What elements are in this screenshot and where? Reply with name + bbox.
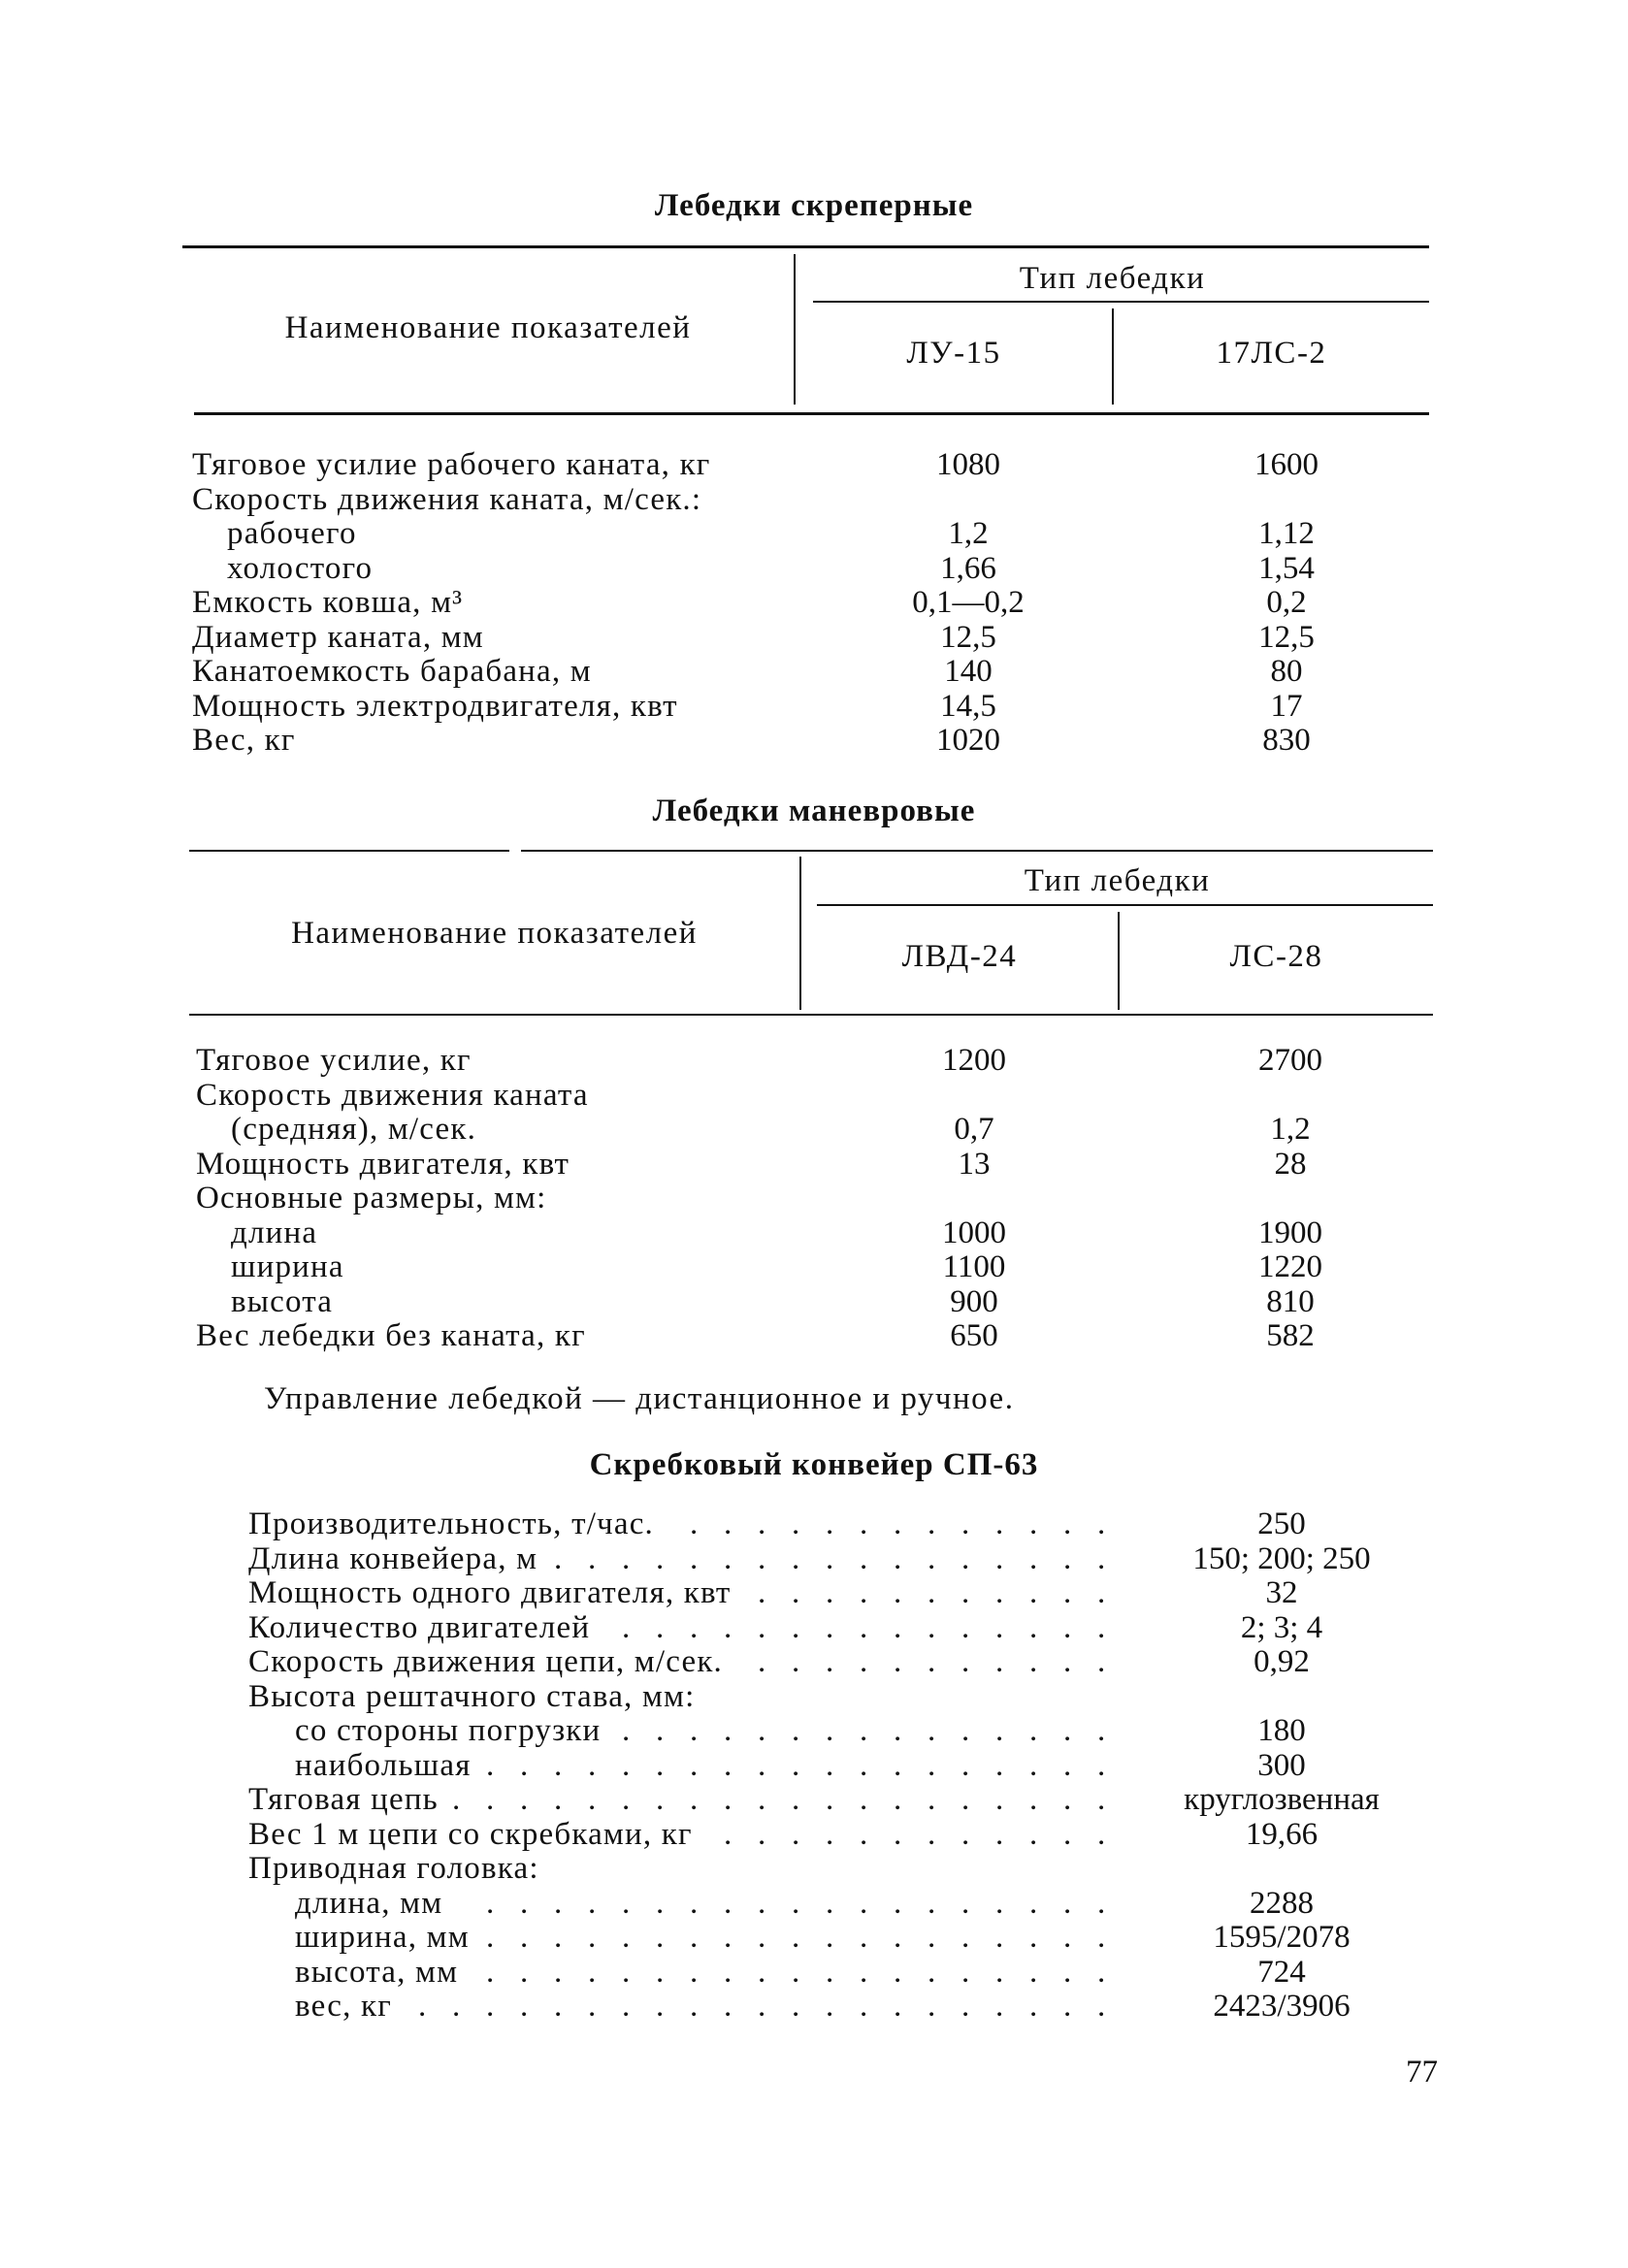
value-col-2: 1900 bbox=[1258, 1215, 1322, 1250]
value-col-2: 1,2 bbox=[1270, 1112, 1311, 1147]
spec-value: 0,92 bbox=[1254, 1644, 1310, 1679]
list-item bbox=[248, 1887, 1413, 1922]
dot-leader: . . . . . . . . . . . . . bbox=[690, 1507, 1106, 1541]
column-header-2: ЛС-28 bbox=[1229, 939, 1323, 974]
dot-leader: . . . . . . . . . . . . . . . bbox=[622, 1714, 1106, 1748]
row-label: Мощность электродвигателя, квт bbox=[192, 688, 678, 724]
spec-value: круглозвенная bbox=[1184, 1782, 1380, 1817]
value-col-1: 0,7 bbox=[954, 1112, 994, 1147]
spec-value: 250 bbox=[1257, 1507, 1306, 1541]
dot-leader: . . . . . . . . . . . . . . . bbox=[622, 1610, 1106, 1645]
spec-label: наибольшая bbox=[295, 1747, 472, 1783]
spec-value: 2288 bbox=[1250, 1885, 1314, 1921]
spec-label: длина, мм bbox=[295, 1885, 443, 1921]
value-col-1: 1080 bbox=[936, 447, 1000, 482]
value-col-1: 900 bbox=[950, 1283, 998, 1319]
spec-value: 2423/3906 bbox=[1213, 1989, 1351, 2024]
table-top-rule bbox=[182, 245, 1429, 248]
list-item bbox=[248, 1921, 1413, 1956]
list-item bbox=[248, 1714, 1413, 1749]
list-item bbox=[248, 1680, 1413, 1715]
row-label: Тяговое усилие рабочего каната, кг bbox=[192, 447, 711, 482]
dot-leader: . . . . . . . . . . . . bbox=[724, 1817, 1106, 1852]
conveyor-title: Скребковый конвейер СП-63 bbox=[589, 1447, 1039, 1482]
row-label: Скорость движения каната, м/сек.: bbox=[192, 481, 702, 517]
value-col-2: 1,54 bbox=[1258, 550, 1315, 586]
header-bottom-rule bbox=[189, 1014, 1433, 1016]
table-row bbox=[192, 724, 1453, 759]
spec-label: Скорость движения цепи, м/сек. bbox=[248, 1644, 724, 1679]
value-col-2: 2700 bbox=[1258, 1043, 1322, 1078]
column-header-1: ЛУ-15 bbox=[906, 336, 1001, 371]
maneuver-table-body bbox=[196, 1044, 1457, 1354]
row-label: холостого bbox=[227, 550, 374, 586]
value-col-2: 1600 bbox=[1254, 447, 1319, 482]
param-header: Наименование показателей bbox=[291, 916, 698, 951]
list-item bbox=[248, 1783, 1413, 1818]
dot-leader: . . . . . . . . . . . . . . . . . bbox=[554, 1541, 1106, 1576]
table-row bbox=[196, 1216, 1457, 1251]
table-row bbox=[196, 1250, 1457, 1285]
dot-leader: . . . . . . . . . . . . . . . . . . . bbox=[486, 1886, 1106, 1921]
list-item bbox=[248, 1611, 1413, 1646]
list-item bbox=[248, 1818, 1413, 1853]
row-label: длина bbox=[231, 1215, 318, 1250]
type-header-rule bbox=[817, 904, 1433, 906]
dot-leader: . . . . . . . . . . . bbox=[758, 1645, 1106, 1679]
table-row bbox=[196, 1113, 1457, 1148]
header-bottom-rule bbox=[194, 412, 1429, 415]
scraper-winches-title: Лебедки скреперные bbox=[654, 188, 974, 223]
table-row bbox=[192, 621, 1453, 656]
table-top-rule-right bbox=[521, 850, 1433, 852]
row-label: Диаметр каната, мм bbox=[192, 619, 484, 655]
list-item bbox=[248, 1956, 1413, 1991]
value-col-1: 14,5 bbox=[940, 688, 996, 724]
value-col-2: 1,12 bbox=[1258, 516, 1315, 551]
type-header-rule bbox=[813, 301, 1429, 303]
spec-label: ширина, мм bbox=[295, 1920, 470, 1955]
spec-label: Приводная головка: bbox=[248, 1851, 539, 1886]
value-col-1: 1200 bbox=[942, 1043, 1006, 1078]
spec-label: Производительность, т/час. bbox=[248, 1507, 654, 1541]
table-top-rule-left bbox=[189, 850, 509, 852]
scraper-table-body bbox=[192, 448, 1453, 759]
spec-label: со стороны погрузки bbox=[295, 1713, 602, 1748]
list-item bbox=[248, 1645, 1413, 1680]
list-item bbox=[248, 1749, 1413, 1784]
table-row bbox=[192, 552, 1453, 587]
table-row bbox=[192, 448, 1453, 483]
table-row bbox=[196, 1044, 1457, 1079]
list-item bbox=[248, 1852, 1413, 1887]
spec-label: Количество двигателей bbox=[248, 1609, 591, 1645]
row-label: Вес, кг bbox=[192, 723, 296, 758]
table-row bbox=[192, 690, 1453, 725]
spec-value: 2; 3; 4 bbox=[1240, 1609, 1323, 1645]
spec-value: 724 bbox=[1257, 1954, 1306, 1990]
spec-label: вес, кг bbox=[295, 1989, 392, 2024]
row-label: Мощность двигателя, квт bbox=[196, 1146, 570, 1182]
table-row bbox=[196, 1182, 1457, 1216]
value-col-1: 0,1—0,2 bbox=[912, 585, 1025, 620]
value-col-2: 830 bbox=[1262, 723, 1311, 758]
value-col-1: 12,5 bbox=[940, 619, 996, 655]
dot-leader: . . . . . . . . . . . bbox=[758, 1576, 1106, 1610]
spec-value: 19,66 bbox=[1245, 1816, 1319, 1852]
row-label: Скорость движения каната bbox=[196, 1077, 589, 1113]
value-col-1: 1,2 bbox=[948, 516, 989, 551]
value-col-1: 1000 bbox=[942, 1215, 1006, 1250]
value-col-2: 28 bbox=[1274, 1146, 1307, 1182]
spec-label: Мощность одного двигателя, квт bbox=[248, 1575, 732, 1610]
value-col-1: 1100 bbox=[942, 1249, 1006, 1284]
conveyor-spec-list bbox=[248, 1507, 1413, 2025]
row-label: ширина bbox=[231, 1249, 344, 1284]
spec-value: 32 bbox=[1265, 1575, 1298, 1610]
row-label: Основные размеры, мм: bbox=[196, 1181, 547, 1215]
spec-label: Вес 1 м цепи со скребками, кг bbox=[248, 1816, 693, 1852]
value-col-2: 80 bbox=[1270, 654, 1303, 689]
list-item bbox=[248, 1542, 1413, 1577]
spec-label: высота, мм bbox=[295, 1954, 459, 1990]
value-col-2: 17 bbox=[1270, 688, 1303, 724]
row-label: рабочего bbox=[227, 516, 357, 551]
value-col-1: 140 bbox=[944, 654, 993, 689]
spec-value: 150; 200; 250 bbox=[1192, 1540, 1371, 1576]
list-item bbox=[248, 1507, 1413, 1542]
type-header: Тип лебедки bbox=[1024, 863, 1211, 898]
spec-label: Высота рештачного става, мм: bbox=[248, 1678, 696, 1714]
value-col-2: 582 bbox=[1266, 1318, 1315, 1353]
table-row bbox=[192, 586, 1453, 621]
value-col-1: 1020 bbox=[936, 723, 1000, 758]
maneuver-winches-title: Лебедки маневровые bbox=[652, 794, 976, 828]
value-col-1: 1,66 bbox=[940, 550, 996, 586]
page-number: 77 bbox=[1406, 2055, 1438, 2090]
row-label: высота bbox=[231, 1283, 334, 1319]
dot-leader: . . . . . . . . . . . . . . . . . . . . . bbox=[418, 1990, 1106, 2024]
spec-value: 180 bbox=[1257, 1713, 1306, 1748]
value-col-2: 0,2 bbox=[1266, 585, 1307, 620]
row-label: Канатоемкость барабана, м bbox=[192, 654, 592, 689]
column-header-1: ЛВД-24 bbox=[901, 939, 1018, 974]
dot-leader: . . . . . . . . . . . . . . . . . . . bbox=[486, 1748, 1106, 1783]
table-row bbox=[196, 1319, 1457, 1354]
dot-leader: . . . . . . . . . . . . . . . . . . . bbox=[486, 1921, 1106, 1955]
row-label: Вес лебедки без каната, кг bbox=[196, 1318, 586, 1353]
table-row bbox=[192, 655, 1453, 690]
dot-leader: . . . . . . . . . . . . . . . . . . . . bbox=[452, 1783, 1106, 1817]
value-col-2: 1220 bbox=[1258, 1249, 1322, 1284]
control-note: Управление лебедкой — дистанционное и ручное. bbox=[264, 1381, 1015, 1416]
row-label: Тяговое усилие, кг bbox=[196, 1043, 472, 1078]
value-col-2: 12,5 bbox=[1258, 619, 1315, 655]
spec-value: 1595/2078 bbox=[1213, 1920, 1351, 1955]
param-header: Наименование показателей bbox=[284, 310, 692, 345]
table-row bbox=[196, 1148, 1457, 1183]
spec-label: Тяговая цепь bbox=[248, 1782, 439, 1817]
type-header: Тип лебедки bbox=[1019, 261, 1206, 296]
value-col-1: 650 bbox=[950, 1318, 998, 1353]
row-label: (средняя), м/сек. bbox=[231, 1112, 477, 1147]
list-item bbox=[248, 1990, 1413, 2025]
list-item bbox=[248, 1576, 1413, 1611]
column-header-2: 17ЛС-2 bbox=[1216, 336, 1327, 371]
table-row bbox=[192, 517, 1453, 552]
table-row bbox=[196, 1079, 1457, 1114]
spec-value: 300 bbox=[1257, 1747, 1306, 1783]
table-row bbox=[192, 483, 1453, 518]
value-col-2: 810 bbox=[1266, 1283, 1315, 1319]
dot-leader: . . . . . . . . . . . . . . . . . . . bbox=[486, 1955, 1106, 1990]
spec-label: Длина конвейера, м bbox=[248, 1540, 538, 1576]
table-row bbox=[196, 1285, 1457, 1320]
row-label: Емкость ковша, м³ bbox=[192, 585, 464, 620]
value-col-1: 13 bbox=[958, 1146, 991, 1182]
